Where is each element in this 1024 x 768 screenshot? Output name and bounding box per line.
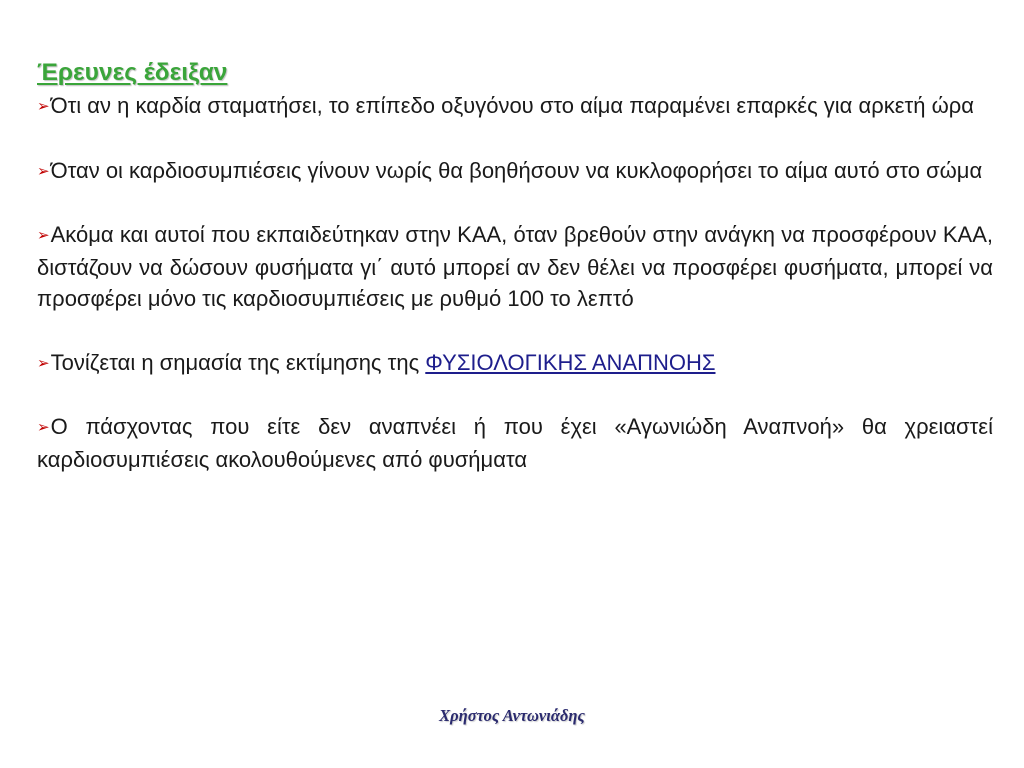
bullet-text: Ότι αν η καρδία σταματήσει, το επίπεδο οξυγόνου στο αίμα παραμένει επαρκές για αρκετή ώρα xyxy=(50,93,974,118)
bullet-item-1 xyxy=(37,90,993,123)
bullet-item-5 xyxy=(37,411,993,475)
bullet-text: Τονίζεται η σημασία της εκτίμησης της xyxy=(50,349,426,375)
bullet-item-3 xyxy=(37,219,993,315)
slide-heading: Έρευνες έδειξαν xyxy=(37,59,228,86)
slide-content xyxy=(37,56,993,475)
bullet-text: Ακόμα και αυτοί που εκπαιδεύτηκαν στην ΚΑΑ, όταν βρεθούν στην ανάγκη να προσφέρουν ΚΑΑ, διστάζουν να δώσουν φυσήματα γι΄ αυτό μπορεί αν δεν θέλει να προσφέρει φυσήματα, μπορεί να προσφέρει μόνο τις καρδιοσυμπιέσεις με ρυθμό 100 το λεπτό xyxy=(37,222,993,311)
bullet-text: Όταν οι καρδιοσυμπιέσεις γίνουν νωρίς θα βοηθήσουν να κυκλοφορήσει το αίμα αυτό στο σώμα xyxy=(50,157,983,183)
bullet-text: Ο πάσχοντας που είτε δεν αναπνέει ή που έχει «Αγωνιώδη Αναπνοή» θα χρειαστεί καρδιοσυμπιέσεις ακολουθούμενες από φυσήματα xyxy=(37,414,993,472)
arrow-bullet-icon: ➢ xyxy=(37,354,50,372)
arrow-bullet-icon: ➢ xyxy=(37,227,50,244)
arrow-bullet-icon: ➢ xyxy=(37,162,50,180)
bullet-item-4 xyxy=(37,347,993,380)
bullet-item-2 xyxy=(37,155,993,188)
arrow-bullet-icon: ➢ xyxy=(37,419,50,436)
footer-author: Χρήστος Αντωνιάδης xyxy=(439,706,585,725)
physiological-breathing-link[interactable]: ΦΥΣΙΟΛΟΓΙΚΗΣ ΑΝΑΠΝΟΗΣ xyxy=(425,349,716,375)
arrow-bullet-icon: ➢ xyxy=(37,98,50,115)
